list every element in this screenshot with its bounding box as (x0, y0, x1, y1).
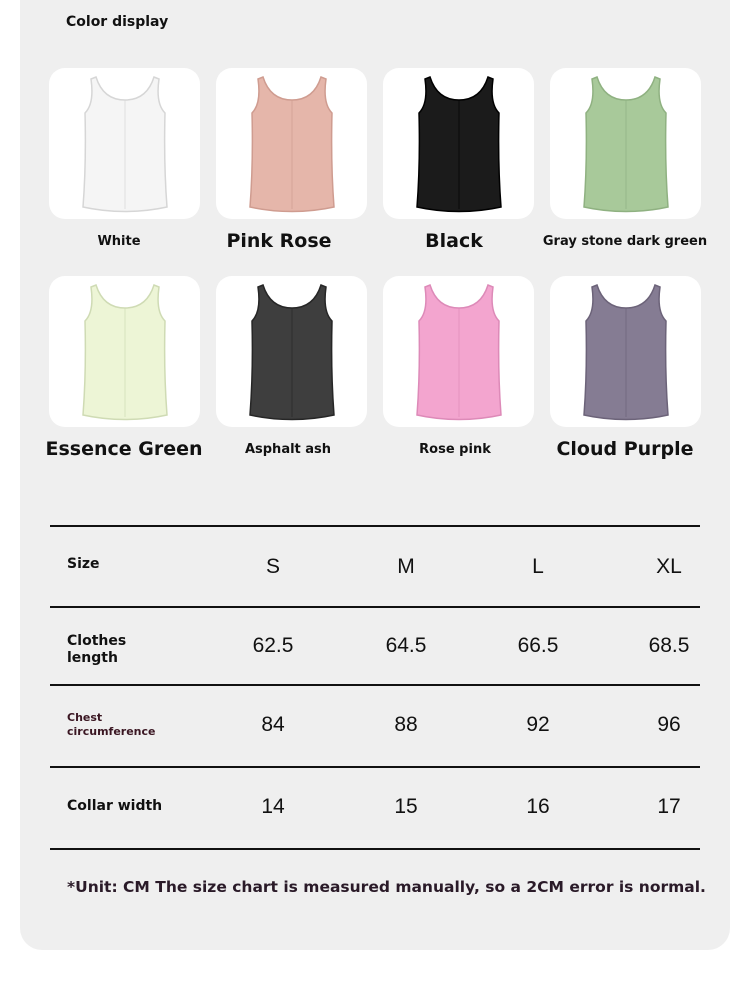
size-header-label: Size (67, 556, 100, 572)
table-rule (50, 684, 700, 686)
table-cell: 15 (394, 795, 418, 818)
tank-top-icon (80, 281, 170, 423)
color-label-white: White (97, 234, 141, 249)
color-display-title: Color display (66, 14, 169, 30)
tank-top-icon (247, 73, 337, 215)
table-rule (50, 766, 700, 768)
table-rule (50, 606, 700, 608)
size-header-cell: M (397, 555, 415, 578)
color-swatch-gray-stone-dark-green[interactable] (550, 68, 701, 219)
size-header-cell: XL (656, 555, 682, 578)
color-swatch-essence-green[interactable] (49, 276, 200, 427)
table-cell: 96 (657, 713, 681, 736)
row-label-chest-circumference: Chest circumference (67, 711, 156, 738)
tank-top-icon (581, 73, 671, 215)
color-label-rose-pink: Rose pink (419, 442, 491, 457)
color-swatch-rose-pink[interactable] (383, 276, 534, 427)
table-cell: 17 (657, 795, 681, 818)
table-cell: 14 (261, 795, 285, 818)
color-label-pink-rose: Pink Rose (226, 230, 332, 252)
table-cell: 62.5 (252, 634, 294, 657)
row-label-collar-width: Collar width (67, 798, 163, 814)
size-header-cell: S (265, 555, 280, 578)
size-header-cell: L (532, 555, 544, 578)
tank-top-icon (80, 73, 170, 215)
table-rule (50, 525, 700, 527)
color-swatch-asphalt-ash[interactable] (216, 276, 367, 427)
size-chart-note: *Unit: CM The size chart is measured manually, so a 2CM error is normal. (67, 878, 706, 896)
table-cell: 16 (526, 795, 550, 818)
table-cell: 66.5 (517, 634, 559, 657)
color-label-essence-green: Essence Green (45, 438, 203, 460)
table-cell: 92 (526, 713, 550, 736)
color-label-cloud-purple: Cloud Purple (556, 438, 694, 460)
color-swatch-pink-rose[interactable] (216, 68, 367, 219)
color-label-gray-stone-dark-green: Gray stone dark green (542, 234, 708, 249)
color-swatch-black[interactable] (383, 68, 534, 219)
table-rule (50, 848, 700, 850)
table-cell: 88 (394, 713, 418, 736)
row-label-clothes-length: Clothes length (67, 633, 127, 666)
color-swatch-white[interactable] (49, 68, 200, 219)
tank-top-icon (414, 73, 504, 215)
table-cell: 68.5 (648, 634, 690, 657)
table-cell: 64.5 (385, 634, 427, 657)
table-cell: 84 (261, 713, 285, 736)
color-label-asphalt-ash: Asphalt ash (244, 442, 332, 457)
color-label-black: Black (425, 230, 483, 252)
tank-top-icon (247, 281, 337, 423)
tank-top-icon (581, 281, 671, 423)
tank-top-icon (414, 281, 504, 423)
color-swatch-cloud-purple[interactable] (550, 276, 701, 427)
